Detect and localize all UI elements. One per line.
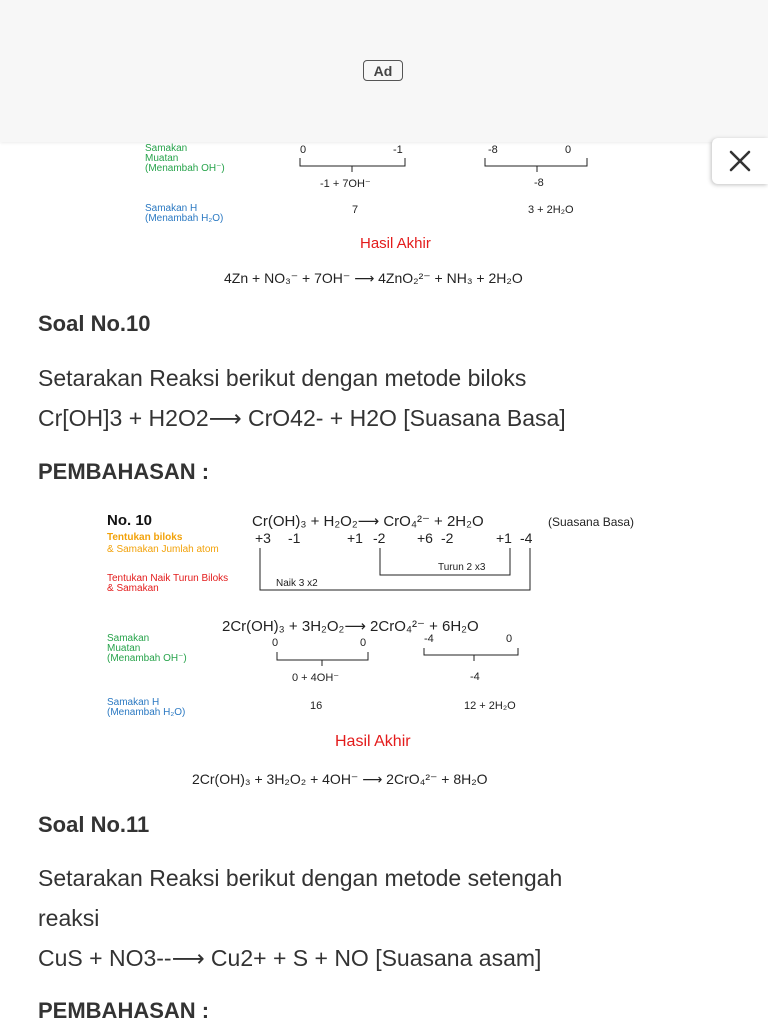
soal11-question-line1: Setarakan Reaksi berikut dengan metode setengah xyxy=(38,865,563,891)
soal10-pembahasan: PEMBAHASAN : xyxy=(38,459,210,484)
balanced-equation: 2Cr(OH)₃ + 3H₂O₂⟶ 2CrO₄²⁻ + 6H₂O xyxy=(222,618,479,635)
figure-number: No. 10 xyxy=(107,512,153,529)
charge-sum-right: -4 xyxy=(470,671,480,683)
ad-banner[interactable] xyxy=(0,0,768,142)
label-samakan-h: Samakan H (Menambah H₂O) xyxy=(145,203,224,224)
charge-value: 0 xyxy=(360,637,367,649)
charge-value: 0 xyxy=(272,637,279,649)
soal10-question-line2: Cr[OH]3 + H2O2⟶ CrO42- + H2O [Suasana Basa] xyxy=(38,405,566,431)
biloks-value: -1 xyxy=(288,530,301,546)
soal11-pembahasan: PEMBAHASAN : xyxy=(38,998,210,1023)
final-equation: 2Cr(OH)₃ + 3H₂O₂ + 4OH⁻ ⟶ 2CrO₄²⁻ + 8H₂O xyxy=(192,771,488,787)
charge-sum-left: 0 + 4OH⁻ xyxy=(292,672,340,684)
turun-label: Turun 2 x3 xyxy=(438,562,486,573)
biloks-value: -4 xyxy=(520,530,533,546)
result-title: Hasil Akhir xyxy=(360,235,431,252)
soal10-question-line1: Setarakan Reaksi berikut dengan metode biloks xyxy=(38,365,527,391)
charge-sum-right: -8 xyxy=(534,177,544,189)
soal10-heading: Soal No.10 xyxy=(38,311,151,336)
soal11-heading: Soal No.11 xyxy=(38,812,150,837)
naik-label: Naik 3 x2 xyxy=(276,578,318,589)
h-count-left: 7 xyxy=(352,204,359,216)
ad-badge: Ad xyxy=(363,60,403,81)
label-samakan-jumlah: & Samakan Jumlah atom xyxy=(107,544,219,555)
charge-value: -4 xyxy=(424,633,434,645)
charge-value: -1 xyxy=(393,144,403,156)
biloks-value: +1 xyxy=(347,530,363,546)
biloks-value: +1 xyxy=(496,530,512,546)
close-icon xyxy=(728,149,752,173)
biloks-value: -2 xyxy=(441,530,454,546)
soal11-question-line2: reaksi xyxy=(38,905,100,931)
charge-value: 0 xyxy=(300,144,307,156)
charge-sum-left: -1 + 7OH⁻ xyxy=(320,178,371,190)
result-title: Hasil Akhir xyxy=(335,733,411,750)
biloks-value: +6 xyxy=(417,530,433,546)
charge-value: 0 xyxy=(565,144,572,156)
biloks-value: +3 xyxy=(255,530,271,546)
h-count-left: 16 xyxy=(310,700,323,712)
final-equation: 4Zn + NO₃⁻ + 7OH⁻ ⟶ 4ZnO₂²⁻ + NH₃ + 2H₂O xyxy=(224,270,523,286)
label-tentukan-biloks: Tentukan biloks xyxy=(107,532,183,543)
label-naik-turun: Tentukan Naik Turun Biloks & Samakan xyxy=(107,573,229,594)
h-count-right: 12 + 2H₂O xyxy=(464,700,516,712)
h-count-right: 3 + 2H₂O xyxy=(528,204,574,216)
reaction-equation: Cr(OH)₃ + H₂O₂⟶ CrO₄²⁻ + 2H₂O xyxy=(252,513,484,530)
label-samakan-h: Samakan H (Menambah H₂O) xyxy=(107,697,186,718)
biloks-value: -2 xyxy=(373,530,386,546)
label-samakan-muatan: Samakan Muatan (Menambah OH⁻) xyxy=(107,633,187,664)
soal11-question-line3: CuS + NO3--⟶ Cu2+ + S + NO [Suasana asam] xyxy=(38,945,542,971)
label-samakan-muatan: Samakan Muatan (Menambah OH⁻) xyxy=(145,143,225,174)
reaction-condition: (Suasana Basa) xyxy=(548,515,635,529)
charge-value: 0 xyxy=(506,633,513,645)
charge-value: -8 xyxy=(488,144,498,156)
close-ad-button[interactable] xyxy=(712,138,768,184)
